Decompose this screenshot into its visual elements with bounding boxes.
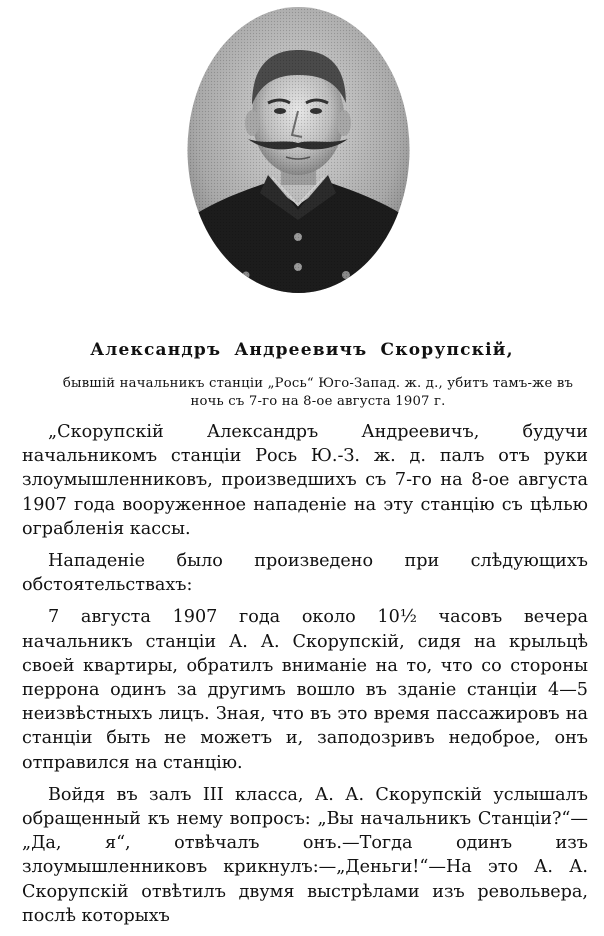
- portrait-photo: [186, 5, 411, 295]
- paragraph-1: „Скорупскій Александръ Андреевичъ, будучи начальникомъ станціи Рось Ю.-З. ж. д. палъ отъ руки злоумышленниковъ, произведшихъ съ 7-го на 8-ое августа 1907 года вооруженное нападеніе на эту станцію съ цѣлью ограбленія кассы.: [22, 422, 588, 539]
- paragraph-4: Войдя въ залъ III класса, А. А. Скорупскій услышалъ обращенный къ нему вопросъ: „Вы начальникъ Станціи?“— „Да, я“, отвѣчалъ онъ.—Тогда одинъ изъ злоумышленниковъ крикнулъ:—„Деньги!“—На это А. А. Скорупскій отвѣтилъ двумя выстрѣлами изъ револьвера, послѣ которыхъ: [22, 784, 588, 926]
- person-name: Александръ Андреевичъ Скорупскій,: [90, 340, 514, 360]
- portrait-icon: [186, 5, 411, 295]
- paragraph-2: Нападеніе было произведено при слѣдующихъ обстоятельствахъ:: [22, 551, 588, 596]
- caption-line-2: ночь съ 7-го на 8-ое августа 1907 г.: [190, 394, 446, 409]
- portrait-caption: [38, 375, 598, 411]
- caption-line-1: бывшій начальникъ станціи „Рось“ Юго-Запад. ж. д., убитъ тамъ-же въ: [62, 376, 574, 391]
- paragraph-3: 7 августа 1907 года около 10½ часовъ вечера начальникъ станціи А. А. Скорупскій, сидя на крыльцѣ своей квартиры, обратилъ вниманіе на то, что со стороны перрона одинъ за другимъ вошло въ зданіе станціи 4—5 неизвѣстныхъ лицъ. Зная, что въ это время пассажировъ на станціи быть не можетъ и, заподозривъ недоброе, онъ отправился на станцію.: [22, 607, 588, 773]
- article-body: [22, 420, 588, 936]
